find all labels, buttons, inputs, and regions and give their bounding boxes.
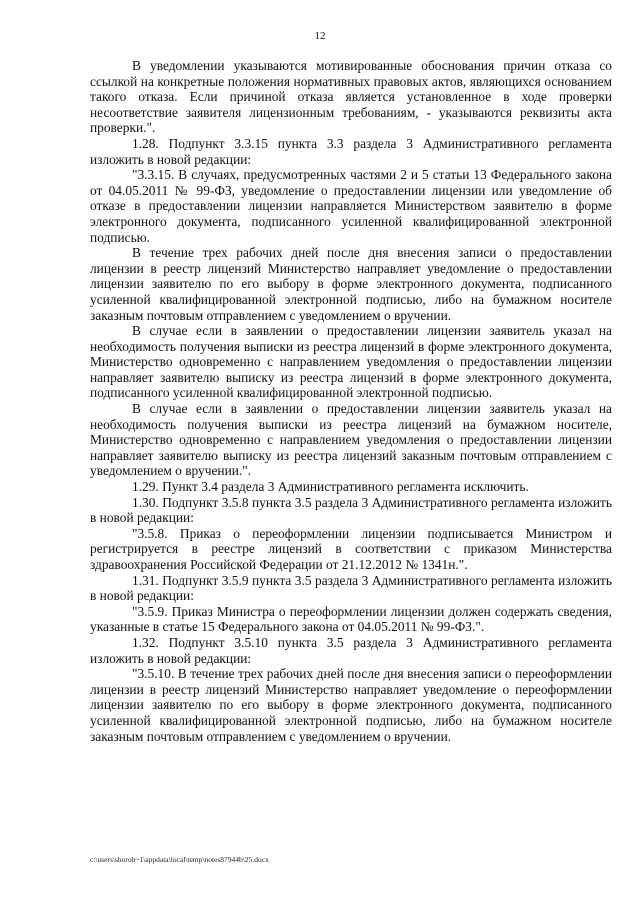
paragraph-paper-extract: В случае если в заявлении о предоставлении лицензии заявитель указал на необходимость получения выписки из реестра лицензий на бумажном носителе, Министерство одновременно с направлением уведомления о предоставлении лицензии направляет заявителю выписку из реестра лицензий заказным почтовым отправлением с уведомлением о вручении.". (90, 401, 612, 479)
paragraph-item-1-30: 1.30. Подпункт 3.5.8 пункта 3.5 раздела 3 Административного регламента изложить в новой редакции: (90, 494, 612, 526)
paragraph-item-1-29: 1.29. Пункт 3.4 раздела 3 Административного регламента исключить. (132, 479, 529, 495)
paragraph-clause-3-5-10: "3.5.10. В течение трех рабочих дней после дня внесения записи о переоформлении лицензии в реестр лицензий Министерство направляет уведомление о переоформлении лицензии заявителю по его выбору в форме электронного документа, подписанного усиленной квалифицированной электронной подписью, либо на бумажном носителе заказным почтовым отправлением с уведомлением о вручении. (90, 666, 612, 744)
paragraph-clause-3-5-8: "3.5.8. Приказ о переоформлении лицензии подписывается Министром и регистрируется в реестре лицензий в соответствии с приказом Министерства здравоохранения Российской Федерации от 21.12.2012 № 1341н.". (90, 525, 612, 572)
paragraph-item-1-28: 1.28. Подпункт 3.3.15 пункта 3.3 раздела 3 Административного регламента изложить в новой редакции: (90, 135, 612, 167)
paragraph-item-1-31: 1.31. Подпункт 3.5.9 пункта 3.5 раздела 3 Административного регламента изложить в новой редакции: (90, 572, 612, 604)
paragraph-electronic-extract: В случае если в заявлении о предоставлении лицензии заявитель указал на необходимость получения выписки из реестра лицензий в форме электронного документа, Министерство одновременно с направлением уведомления о предоставлении лицензии направляет заявителю выписку из реестра лицензий в форме электронного документа, подписанного усиленной квалифицированной электронной подписью. (90, 323, 612, 401)
page-number: 12 (314, 30, 326, 42)
document-body (90, 58, 612, 744)
paragraph-clause-3-5-9: "3.5.9. Приказ Министра о переоформлении лицензии должен содержать сведения, указанные в статье 15 Федерального закона от 04.05.2011 № 99-ФЗ.". (90, 603, 612, 635)
footer-file-path: c:\users\shoroh~1\appdata\local\temp\notes87944b\25.docx (90, 855, 269, 864)
paragraph-clause-3-3-15: "3.3.15. В случаях, предусмотренных частями 2 и 5 статьи 13 Федерального закона от 04.05.2011 № 99-ФЗ, уведомление о предоставлении лицензии или уведомление об отказе в предоставлении лицензии направляется Министерством заявителю в форме электронного документа, подписанного усиленной квалифицированной электронной подписью. (90, 167, 612, 245)
paragraph-item-1-32: 1.32. Подпункт 3.5.10 пункта 3.5 раздела 3 Административного регламента изложить в новой редакции: (90, 634, 612, 666)
paragraph-notification-delivery: В течение трех рабочих дней после дня внесения записи о предоставлении лицензии в реестр лицензий Министерство направляет уведомление о предоставлении лицензии заявителю по его выбору в форме электронного документа, подписанного усиленной квалифицированной электронной подписью, либо на бумажном носителе заказным почтовым отправлением с уведомлением о вручении. (90, 245, 612, 323)
paragraph-refusal-notice: В уведомлении указываются мотивированные обоснования причин отказа со ссылкой на конкретные положения нормативных правовых актов, являющихся основанием такого отказа. Если причиной отказа является установленное в ходе проверки несоответствие заявителя лицензионным требованиям, - указываются реквизиты акта проверки.". (90, 58, 612, 136)
